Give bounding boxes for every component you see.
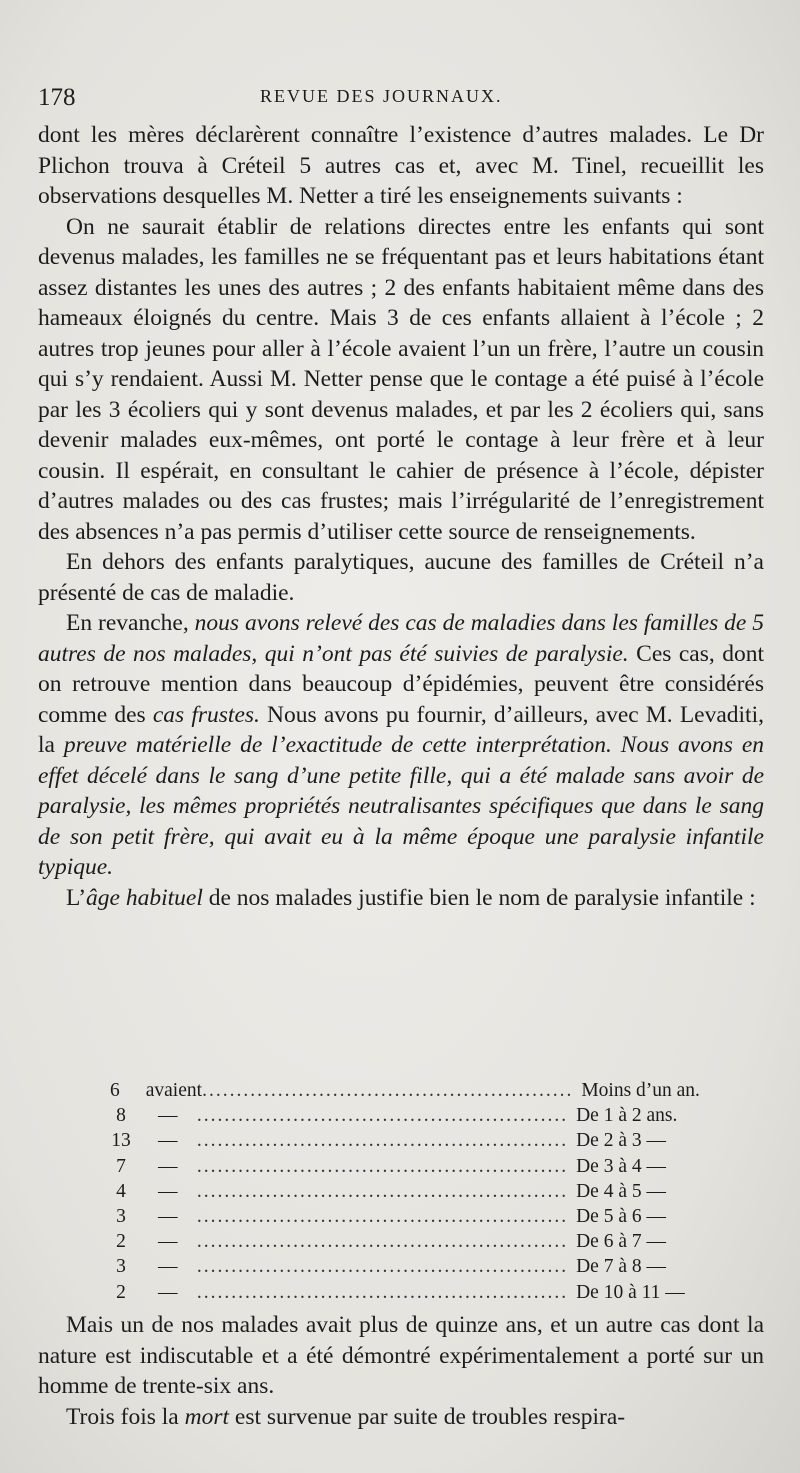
text-run: de nos malades justifie bien le nom de paralysie infantile : [202,884,756,911]
age-range: Moins d’un an. [581,1080,700,1101]
age-count: 2 [116,1231,126,1253]
age-label: — [158,1180,178,1202]
leader-dots: ...................................................... [196,1205,569,1227]
age-count: 8 [116,1105,126,1127]
age-row [110,1179,690,1204]
age-row [110,1254,690,1279]
age-count: 7 [116,1155,126,1177]
italic-run: cas frustes. [152,701,260,728]
age-range: De 3 à 4 — [576,1155,666,1177]
leader-dots: ...................................................... [196,1256,569,1278]
italic-run: mort [184,1403,230,1430]
age-count: 6 [110,1080,120,1101]
text-run: Trois fois la [66,1403,185,1430]
text-run: est survenue par suite de troubles respira- [229,1403,626,1430]
page-header [36,82,596,122]
text-run: Ces cas, dont on retrouve mention dans beaucoup d’épidémies, peuvent être considérés comme des [38,640,764,728]
paragraph [38,1402,764,1433]
age-count: 13 [111,1130,131,1152]
age-range: De 10 à 11 — [576,1281,685,1303]
age-range: De 7 à 8 — [576,1256,666,1278]
age-label: avaient [145,1080,203,1101]
page-number: 178 [38,84,76,111]
paragraph: dont les mères déclarèrent connaître l’existence d’autres malades. Le Dr Plichon trouva à Créteil 5 autres cas et, avec M. Tinel, recueillit les observations desquelles M. Netter a tiré les enseignements suivants : [38,122,764,209]
age-range: De 4 à 5 — [576,1180,666,1202]
leader-dots: ...................................................... [196,1281,569,1303]
age-row [110,1280,690,1305]
leader-dots: ...................................................... [196,1180,569,1202]
age-row [110,1204,690,1229]
age-range: De 5 à 6 — [576,1205,666,1227]
paragraph: En dehors des enfants paralytiques, aucune des familles de Créteil n’a présenté de cas de maladie. [38,549,764,606]
leader-dots: ...................................................... [196,1231,569,1253]
age-count: 4 [116,1180,126,1202]
age-label: — [158,1205,178,1227]
paragraph-revanche [38,608,764,883]
age-count: 3 [116,1205,126,1227]
leader-dots: ...................................................... [196,1155,569,1177]
age-range: De 2 à 3 — [576,1130,666,1152]
italic-run: âge habituel [86,884,203,911]
italic-run: nous avons relevé des cas de maladies dans les familles de 5 autres de nos malades, qui n’ont pas été suivies de paralysie. [38,610,765,667]
age-label: — [158,1105,178,1127]
age-count: 3 [116,1256,126,1278]
text-run: Nous avons pu fournir, d’ailleurs, avec M. Levaditi, la [38,701,764,758]
running-title: REVUE DES JOURNAUX. [260,86,503,106]
paragraph: On ne saurait établir de relations directes entre les enfants qui sont devenus malades, les familles ne se fréquentant pas et leurs habitations étant assez distantes les unes des autres ; 2 des enfants habitaient même dans des hameaux éloignés du centre. Mais 3 de ces enfants allaient à l’école ; 2 autres trop jeunes pour aller à l’école avaient l’un un frère, l’autre un cousin qui s’y rendaient. Aussi M. Netter pense que le contage a été puisé à l’école par les 3 écoliers qui y sont devenus malades, et par les 2 écoliers qui, sans devenir malades eux-mêmes, ont porté le contage à leur frère et à leur cousin. Il espérait, en consultant le cahier de présence à l’école, dépister d’autres malades ou des cas frustes; mais l’irrégularité de l’enregistrement des absences n’a pas permis d’utiliser cette source de renseignements. [38,213,764,545]
closing-text [38,1310,764,1432]
age-row [110,1154,690,1179]
age-label: — [158,1130,178,1152]
age-count: 2 [116,1281,126,1303]
age-label: — [158,1281,178,1303]
leader-dots: ...................................................... [202,1080,574,1101]
body-text [38,120,764,913]
age-row [110,1103,690,1128]
age-row [110,1128,690,1153]
paragraph-age [38,883,764,914]
paragraph: Mais un de nos malades avait plus de quinze ans, et un autre cas dont la nature est indiscutable et a été démontré expérimentalement a porté sur un homme de trente-six ans. [38,1312,764,1399]
age-range: De 1 à 2 ans. [576,1105,678,1127]
italic-run: preuve matérielle de l’exactitude de cette interprétation. Nous avons en effet décelé dans le sang d’une petite fille, qui a été malade sans avoir de paralysie, les mêmes propriétés neutralisantes spécifiques que dans le sang de son petit frère, qui avait eu à la même époque une paralysie infantile typique. [38,732,764,880]
age-label: — [158,1256,178,1278]
age-row [110,1229,690,1254]
age-range: De 6 à 7 — [576,1231,666,1253]
age-table [110,1078,700,1305]
leader-dots: ...................................................... [196,1105,569,1127]
leader-dots: ...................................................... [196,1130,569,1152]
age-label: — [158,1155,178,1177]
age-label: — [158,1231,178,1253]
age-row [110,1078,700,1103]
text-run: En revanche, [66,610,195,636]
text-run: L’ [66,884,87,911]
